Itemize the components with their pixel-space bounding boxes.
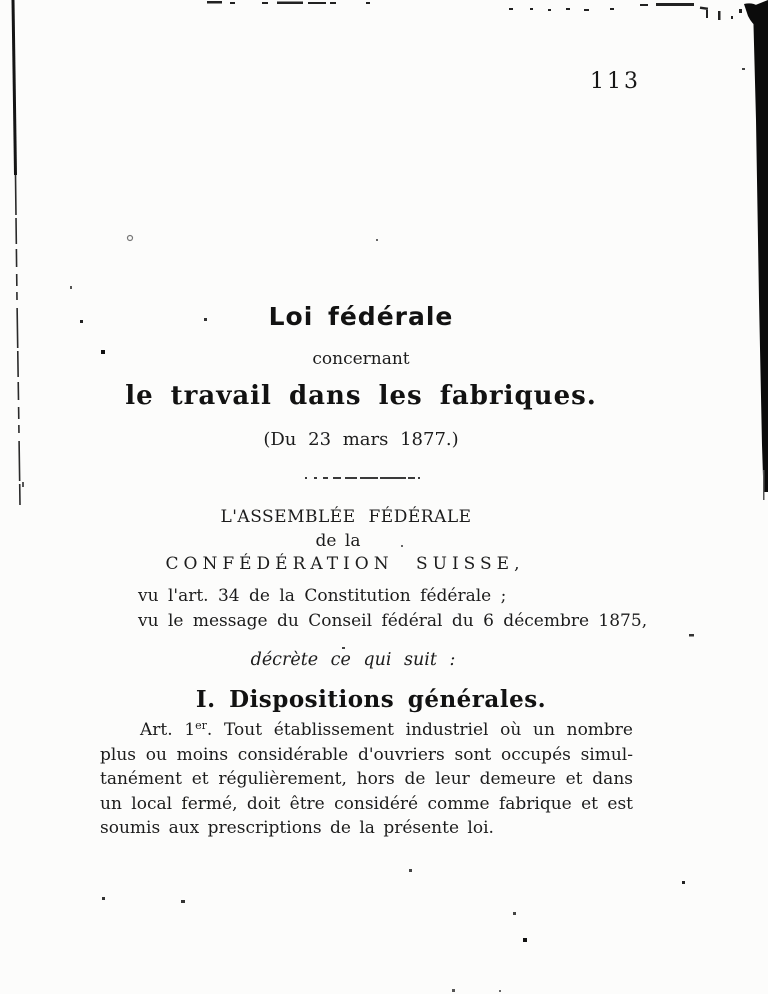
top-edge-marks [207, 1, 758, 28]
recital-council-message: vu le message du Conseil fédéral du 6 décembre 1875, [138, 611, 648, 631]
law-subject-title: le travail dans les fabriques. [125, 381, 597, 411]
section-heading: I. Dispositions générales. [195, 686, 547, 713]
title-connector: concernant [312, 349, 410, 369]
page-number: 113 [590, 69, 641, 94]
law-date: (Du 23 mars 1877.) [263, 429, 459, 450]
decree-formula: décrète ce qui suit : [250, 650, 456, 670]
left-edge-line-lower [16, 175, 21, 505]
article-1-paragraph [100, 718, 633, 841]
law-title: Loi fédérale [268, 302, 454, 331]
article-1-text: . Tout établissement industriel où un nombre plus ou moins considérable d'ouvriers sont occupés simultanément et régulièrement, hors de leur demeure et dans un local fermé, doit être considéré comme fabrique et est soumis aux prescriptions de la présente loi. [100, 720, 633, 839]
preamble-of-the: de la [315, 531, 361, 551]
article-1-ordinal: er [195, 719, 207, 732]
left-edge-line [13, 0, 16, 175]
recital-constitution: vu l'art. 34 de la Constitution fédérale ; [138, 586, 507, 606]
preamble-confederation: CONFÉDÉRATION SUISSE, [165, 554, 525, 574]
article-1-label: Art. 1 [140, 720, 196, 740]
ink-specks [70, 68, 745, 992]
right-edge-band [753, 0, 768, 492]
preamble-assembly: L'ASSEMBLÉE FÉDÉRALE [220, 507, 472, 527]
